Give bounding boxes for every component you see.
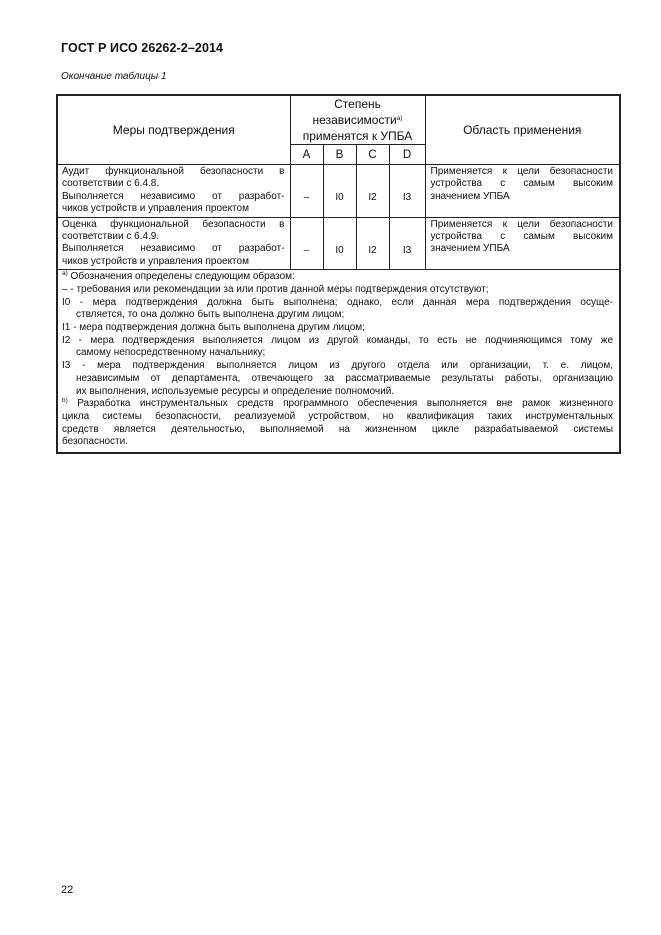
measure-cell: Оценка функциональной безопасности в соответствии с 6.4.9. Выполняется независимо от разработ- чиков устройств и управления проектом — [57, 217, 290, 270]
document-header: ГОСТ Р ИСО 26262-2–2014 — [61, 41, 224, 55]
measure-cell: Аудит функциональной безопасности в соответствии с 6.4.8. Выполняется независимо от разработ- чиков устройств и управления проектом — [57, 165, 290, 218]
footnote-i0: I0 - мера подтверждения должна быть выполнена; однако, если данная мера подтверждения осуще- — [62, 296, 614, 308]
header-independence: Степень независимости$^{a)}$ применятся к УПБА — [290, 95, 425, 145]
table-caption: Окончание таблицы 1 — [61, 71, 167, 82]
value-a: – — [290, 165, 323, 218]
header-letter-d: D — [389, 145, 425, 165]
footnote-dash: – - требования или рекомендации за или против данной меры подтверждения отсутствуют; — [62, 283, 489, 295]
footnote-i3: I3 - мера подтверждения выполняется лицом из другого отдела или организации, т. е. лицом, — [62, 360, 614, 372]
footnote-b: $^{b)}$ Разработка инструментальных средств программного обеспечения выполняется вне рамок жизненного — [62, 397, 614, 410]
footnote-i2: I2 - мера подтверждения выполняется лицом из другой команды, то есть не подчиняющимся тому же — [62, 334, 614, 346]
table-row — [57, 165, 620, 218]
area-cell: Применяется к цели безопасности устройства с самым высоким значением УПБА — [425, 217, 620, 270]
value-c: I2 — [356, 217, 389, 270]
value-d: I3 — [389, 165, 425, 218]
value-b: I0 — [323, 217, 356, 270]
header-letter-a: A — [290, 145, 323, 165]
value-b: I0 — [323, 165, 356, 218]
header-measures: Меры подтверждения — [57, 95, 290, 165]
footnote-a: $^{a)}$ Обозначения определены следующим образом: — [62, 270, 295, 283]
header-letter-c: C — [356, 145, 389, 165]
table-footnotes: $^{a)}$ Обозначения определены следующим образом: – - требования или рекомендации за или против данной меры подтверждения отсутствуют; I0 - мера подтверждения должна быть выполнена; однако, если данная мера подтверждения осуще- ствляется, то она должно быть выполнена другим лицом; I1 - мера подтверждения должна быть выполнена другим лицом; I2 - мера подтверждения выполняется лицом из другой команды, то есть не подчиняющимся тому же самому непосредственному начальнику; I3 - мера подтверждения выполняется лицом из другого отдела или организации, т. е. лицом, независимым от департамента, отвечающего за рассматриваемые результаты работы, организацию их выполнения, используемые ресурсы и определение полномочий. $^{b)}$ Разработка инструментальных средств программного обеспечения выполняется вне рамок жизненного цикла системы безопасности, реализуемой устройством, но квалификация таких инструментальных средств является деятельностью, выполняемой на жизненном цикле разрабатываемой системы безопасности. — [57, 270, 620, 453]
confirmation-measures-table — [56, 94, 621, 454]
area-cell: Применяется к цели безопасности устройства с самым высоким значением УПБА — [425, 165, 620, 218]
value-a: – — [290, 217, 323, 270]
footnote-i1: I1 - мера подтверждения должна быть выполнена другим лицом; — [62, 322, 365, 334]
header-letter-b: B — [323, 145, 356, 165]
table-row — [57, 217, 620, 270]
value-c: I2 — [356, 165, 389, 218]
header-area: Область применения — [425, 95, 620, 165]
page-number: 22 — [61, 884, 74, 896]
value-d: I3 — [389, 217, 425, 270]
